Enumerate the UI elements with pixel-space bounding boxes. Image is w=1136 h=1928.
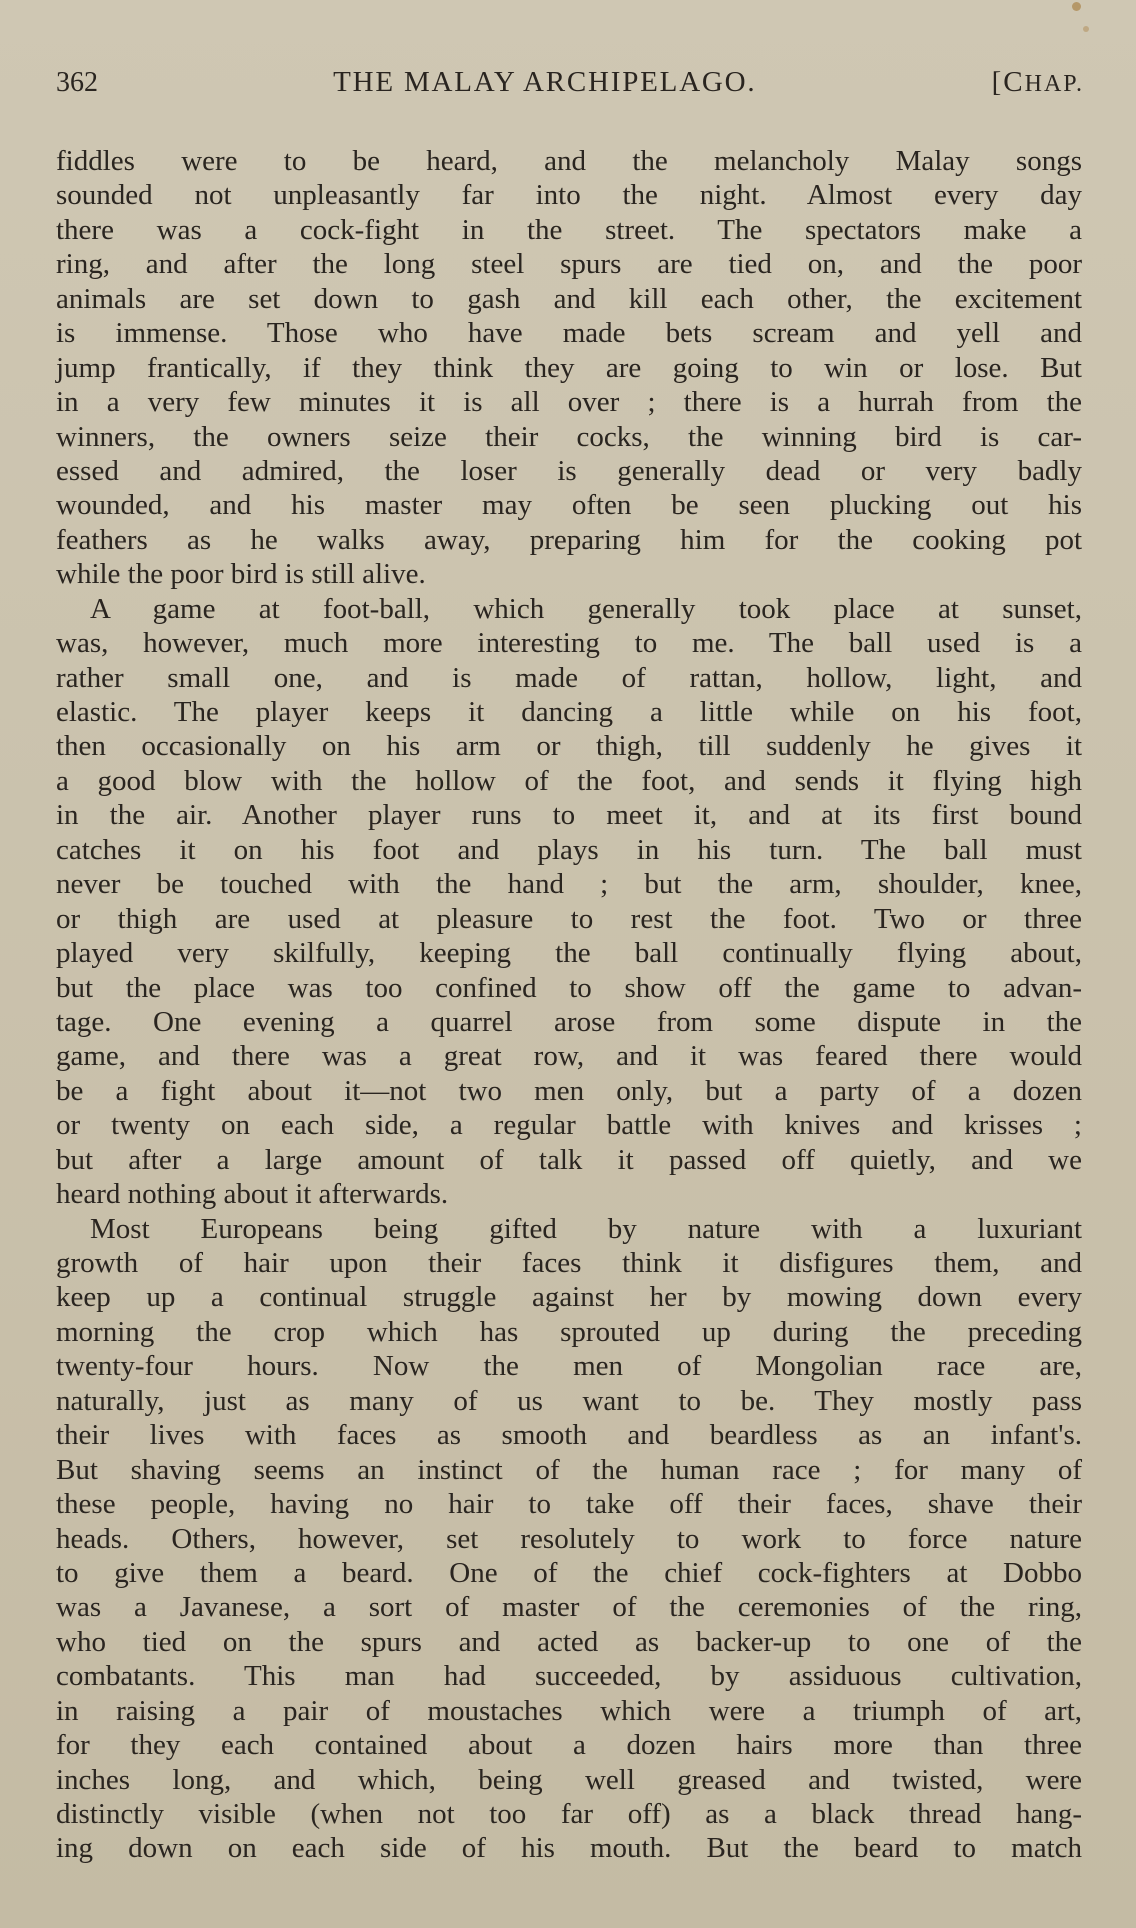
text-line: then occasionally on his arm or thigh, till suddenly he gives it: [56, 730, 1082, 763]
text-line: catches it on his foot and plays in his turn. The ball must: [56, 833, 1082, 866]
text-line: their lives with faces as smooth and beardless as an infant's.: [56, 1419, 1082, 1452]
text-line: animals are set down to gash and kill each other, the excitement: [56, 282, 1082, 315]
text-line: ring, and after the long steel spurs are tied on, and the poor: [56, 248, 1082, 281]
text-line: was a Javanese, a sort of master of the ceremonies of the ring,: [56, 1591, 1082, 1624]
text-line: never be touched with the hand ; but the arm, shoulder, knee,: [56, 868, 1082, 901]
text-line: was, however, much more interesting to me. The ball used is a: [56, 627, 1082, 660]
text-line: But shaving seems an instinct of the human race ; for many of: [56, 1453, 1082, 1486]
body-text: [56, 144, 1082, 1866]
chapter-bracket: [: [991, 66, 1004, 98]
text-line: there was a cock-fight in the street. The spectators make a: [56, 213, 1082, 246]
text-line: sounded not unpleasantly far into the night. Almost every day: [56, 179, 1082, 212]
text-line: or thigh are used at pleasure to rest the foot. Two or three: [56, 902, 1082, 935]
text-line: tage. One evening a quarrel arose from some dispute in the: [56, 1005, 1082, 1038]
text-line: played very skilfully, keeping the ball continually flying about,: [56, 937, 1082, 970]
page-number: 362: [56, 67, 98, 98]
text-line: Most Europeans being gifted by nature with a luxuriant: [90, 1212, 1082, 1245]
text-line: inches long, and which, being well greased and twisted, were: [56, 1763, 1082, 1796]
chapter-rest: HAP.: [1024, 71, 1084, 97]
chapter-initial: C: [1003, 66, 1025, 98]
text-line: combatants. This man had succeeded, by assiduous cultivation,: [56, 1660, 1082, 1693]
text-line: game, and there was a great row, and it was feared there would: [56, 1040, 1082, 1073]
text-line: feathers as he walks away, preparing him for the cooking pot: [56, 523, 1082, 556]
text-line: be a fight about it—not two men only, but a party of a dozen: [56, 1074, 1082, 1107]
text-line: fiddles were to be heard, and the melancholy Malay songs: [56, 145, 1082, 177]
text-line: wounded, and his master may often be seen plucking out his: [56, 489, 1082, 522]
text-line: jump frantically, if they think they are going to win or lose. But: [56, 351, 1082, 384]
text-line: or twenty on each side, a regular battle with knives and krisses ;: [56, 1109, 1082, 1142]
text-line: but the place was too confined to show off the game to advan-: [56, 971, 1082, 1004]
running-title: THE MALAY ARCHIPELAGO.: [333, 66, 757, 98]
text-line: a good blow with the hollow of the foot, and sends it flying high: [56, 764, 1082, 797]
paper-stain: [1083, 26, 1089, 32]
text-line: A game at foot-ball, which generally took place at sunset,: [90, 592, 1082, 625]
text-line: naturally, just as many of us want to be. They mostly pass: [56, 1384, 1082, 1417]
text-line: rather small one, and is made of rattan, hollow, light, and: [56, 661, 1082, 694]
text-line: is immense. Those who have made bets scream and yell and: [56, 317, 1082, 350]
text-line: distinctly visible (when not too far off) as a black thread hang-: [56, 1798, 1082, 1830]
running-header: [56, 66, 1084, 106]
text-line: heads. Others, however, set resolutely to work to force nature: [56, 1522, 1082, 1555]
chapter-abbreviation: [992, 66, 1084, 99]
text-line: for they each contained about a dozen hairs more than three: [56, 1729, 1082, 1762]
text-line: in the air. Another player runs to meet it, and at its first bound: [56, 799, 1082, 832]
text-line: winners, the owners seize their cocks, the winning bird is car-: [56, 420, 1082, 453]
text-line: elastic. The player keeps it dancing a little while on his foot,: [56, 696, 1082, 728]
text-line: these people, having no hair to take off their faces, shave their: [56, 1488, 1082, 1521]
text-line: in a very few minutes it is all over ; there is a hurrah from the: [56, 386, 1082, 419]
paper-stain: [1072, 2, 1081, 11]
text-line: growth of hair upon their faces think it disfigures them, and: [56, 1247, 1082, 1279]
text-line: but after a large amount of talk it passed off quietly, and we: [56, 1143, 1082, 1176]
text-line: morning the crop which has sprouted up during the preceding: [56, 1315, 1082, 1348]
text-line: essed and admired, the loser is generally dead or very badly: [56, 454, 1082, 487]
text-line: heard nothing about it afterwards.: [56, 1178, 449, 1211]
text-line: who tied on the spurs and acted as backer-up to one of the: [56, 1625, 1082, 1658]
text-line: to give them a beard. One of the chief cock-fighters at Dobbo: [56, 1556, 1082, 1589]
text-line: twenty-four hours. Now the men of Mongolian race are,: [56, 1350, 1082, 1383]
text-line: keep up a continual struggle against her by mowing down every: [56, 1281, 1082, 1314]
text-line: in raising a pair of moustaches which were a triumph of art,: [56, 1694, 1082, 1727]
text-line: ing down on each side of his mouth. But the beard to match: [56, 1832, 1082, 1865]
text-line: while the poor bird is still alive.: [56, 558, 426, 591]
